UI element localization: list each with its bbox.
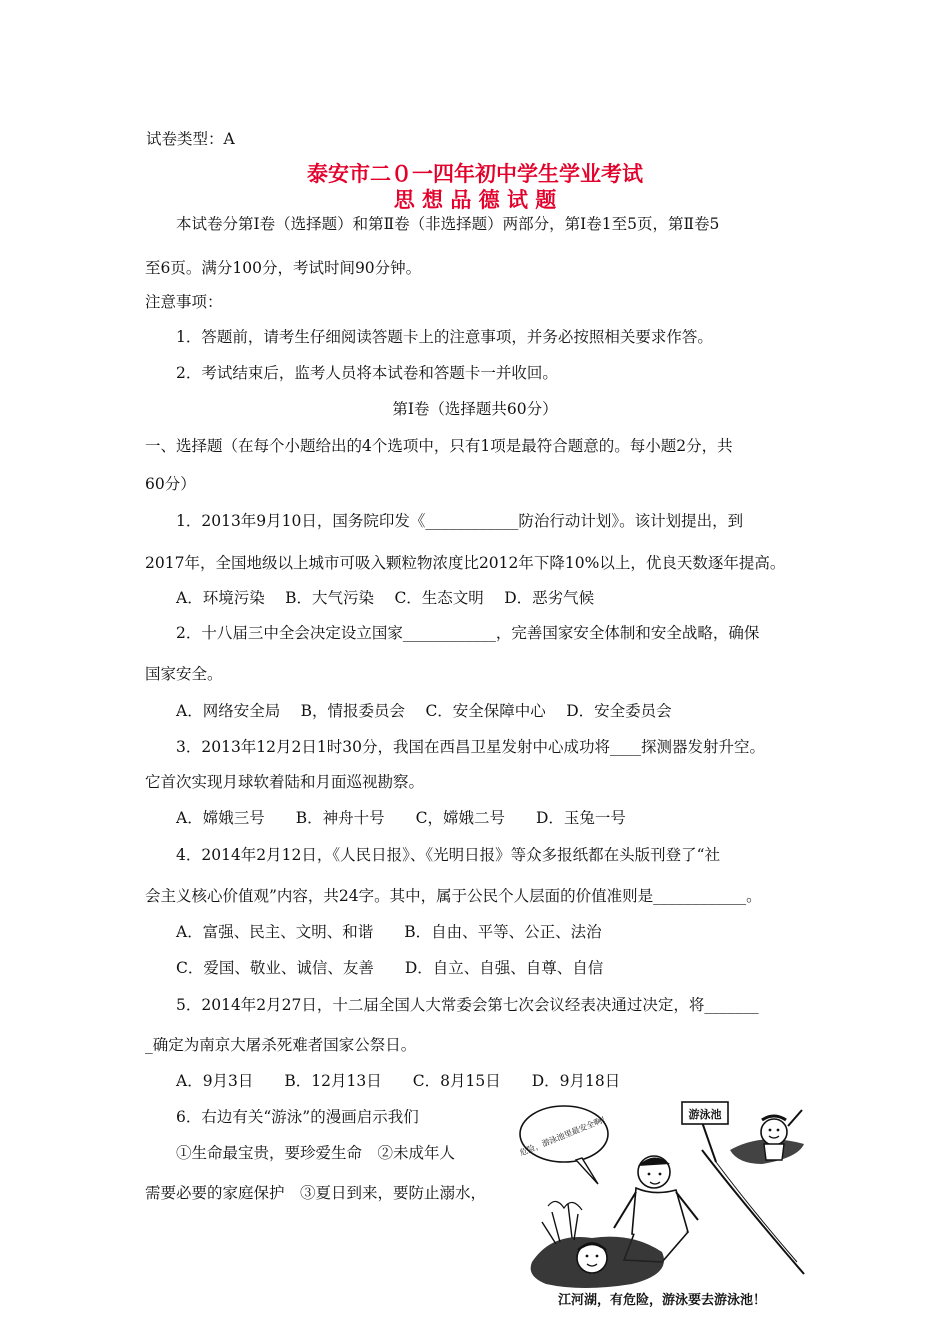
section-1-instructions-cont: 60分） bbox=[145, 475, 196, 493]
question-5-stem: 5．2014年2月27日，十二届全国人大常委会第七次会议经表决通过决定，将_______ bbox=[176, 996, 759, 1014]
comic-caption: 江河湖，有危险，游泳要去游泳池！ bbox=[557, 1293, 767, 1308]
drowning-child bbox=[577, 1243, 607, 1273]
question-6-statements: ①生命最宝贵，要珍爱生命 ②未成年人 bbox=[176, 1144, 456, 1162]
pool-sign-text: 游泳池 bbox=[688, 1108, 722, 1121]
question-1-stem: 1．2013年9月10日，国务院印发《____________防治行动计划》。该计划提出，到 bbox=[176, 512, 744, 530]
section-1-instructions: 一、选择题（在每个小题给出的4个选项中，只有1项是最符合题意的。每小题2分，共 bbox=[145, 437, 733, 455]
question-6-statements-cont: 需要必要的家庭保护 ③夏日到来，要防止溺水， bbox=[145, 1184, 487, 1202]
note-2: 2．考试结束后，监考人员将本试卷和答题卡一并收回。 bbox=[176, 364, 558, 382]
intro-line-1: 本试卷分第Ⅰ卷（选择题）和第Ⅱ卷（非选择题）两部分，第Ⅰ卷1至5页，第Ⅱ卷5 bbox=[176, 215, 720, 233]
part-1-heading: 第Ⅰ卷（选择题共60分） bbox=[392, 400, 558, 418]
question-4-options-ab: A．富强、民主、文明、和谐 B．自由、平等、公正、法治 bbox=[176, 923, 602, 941]
question-3-stem: 3．2013年12月2日1时30分，我国在西昌卫星发射中心成功将____探测器发射升空。 bbox=[176, 738, 765, 756]
question-6-stem: 6．右边有关“游泳”的漫画启示我们 bbox=[176, 1108, 419, 1126]
note-1: 1．答题前，请考生仔细阅读答题卡上的注意事项，并务必按照相关要求作答。 bbox=[176, 328, 713, 346]
question-2-stem-cont: 国家安全。 bbox=[145, 665, 223, 683]
question-5-options: A．9月3日 B．12月13日 C．8月15日 D．9月18日 bbox=[176, 1072, 621, 1090]
question-4-options-cd: C．爱国、敬业、诚信、友善 D．自立、自强、自尊、自信 bbox=[176, 959, 604, 977]
question-4-stem: 4．2014年2月12日，《人民日报》、《光明日报》等众多报纸都在头版刊登了“社 bbox=[176, 846, 721, 864]
question-3-options: A．嫦娥三号 B．神舟十号 C，嫦娥二号 D．玉兔一号 bbox=[176, 809, 626, 827]
question-1-options: A．环境污染 B．大气污染 C．生态文明 D．恶劣气候 bbox=[176, 589, 595, 607]
question-4-stem-cont: 会主义核心价值观”内容，共24字。其中，属于公民个人层面的价值准则是____________。 bbox=[145, 887, 762, 905]
notes-heading: 注意事项： bbox=[145, 293, 223, 311]
question-1-stem-cont: 2017年，全国地级以上城市可吸入颗粒物浓度比2012年下降10%以上，优良天数逐年提高。 bbox=[145, 554, 786, 572]
question-2-stem: 2．十八届三中全会决定设立国家____________，完善国家安全体制和安全战略，确保 bbox=[176, 624, 760, 642]
swimming-comic bbox=[512, 1092, 812, 1314]
question-5-stem-cont: _确定为南京大屠杀死难者国家公祭日。 bbox=[145, 1036, 417, 1054]
speech-bubble bbox=[518, 1106, 611, 1184]
question-2-options: A．网络安全局 B，情报委员会 C．安全保障中心 D．安全委员会 bbox=[176, 702, 672, 720]
question-3-stem-cont: 它首次实现月球软着陆和月面巡视勘察。 bbox=[145, 773, 425, 791]
speech-bubble-text: 危险，游泳池里最安全啊！ bbox=[518, 1113, 611, 1158]
paper-type: 试卷类型：A bbox=[146, 130, 235, 148]
subject-title: 思 想 品 德 试 题 bbox=[393, 188, 557, 212]
intro-line-2: 至6页。满分100分，考试时间90分钟。 bbox=[145, 259, 422, 277]
exam-title: 泰安市二０一四年初中学生学业考试 bbox=[307, 162, 643, 186]
